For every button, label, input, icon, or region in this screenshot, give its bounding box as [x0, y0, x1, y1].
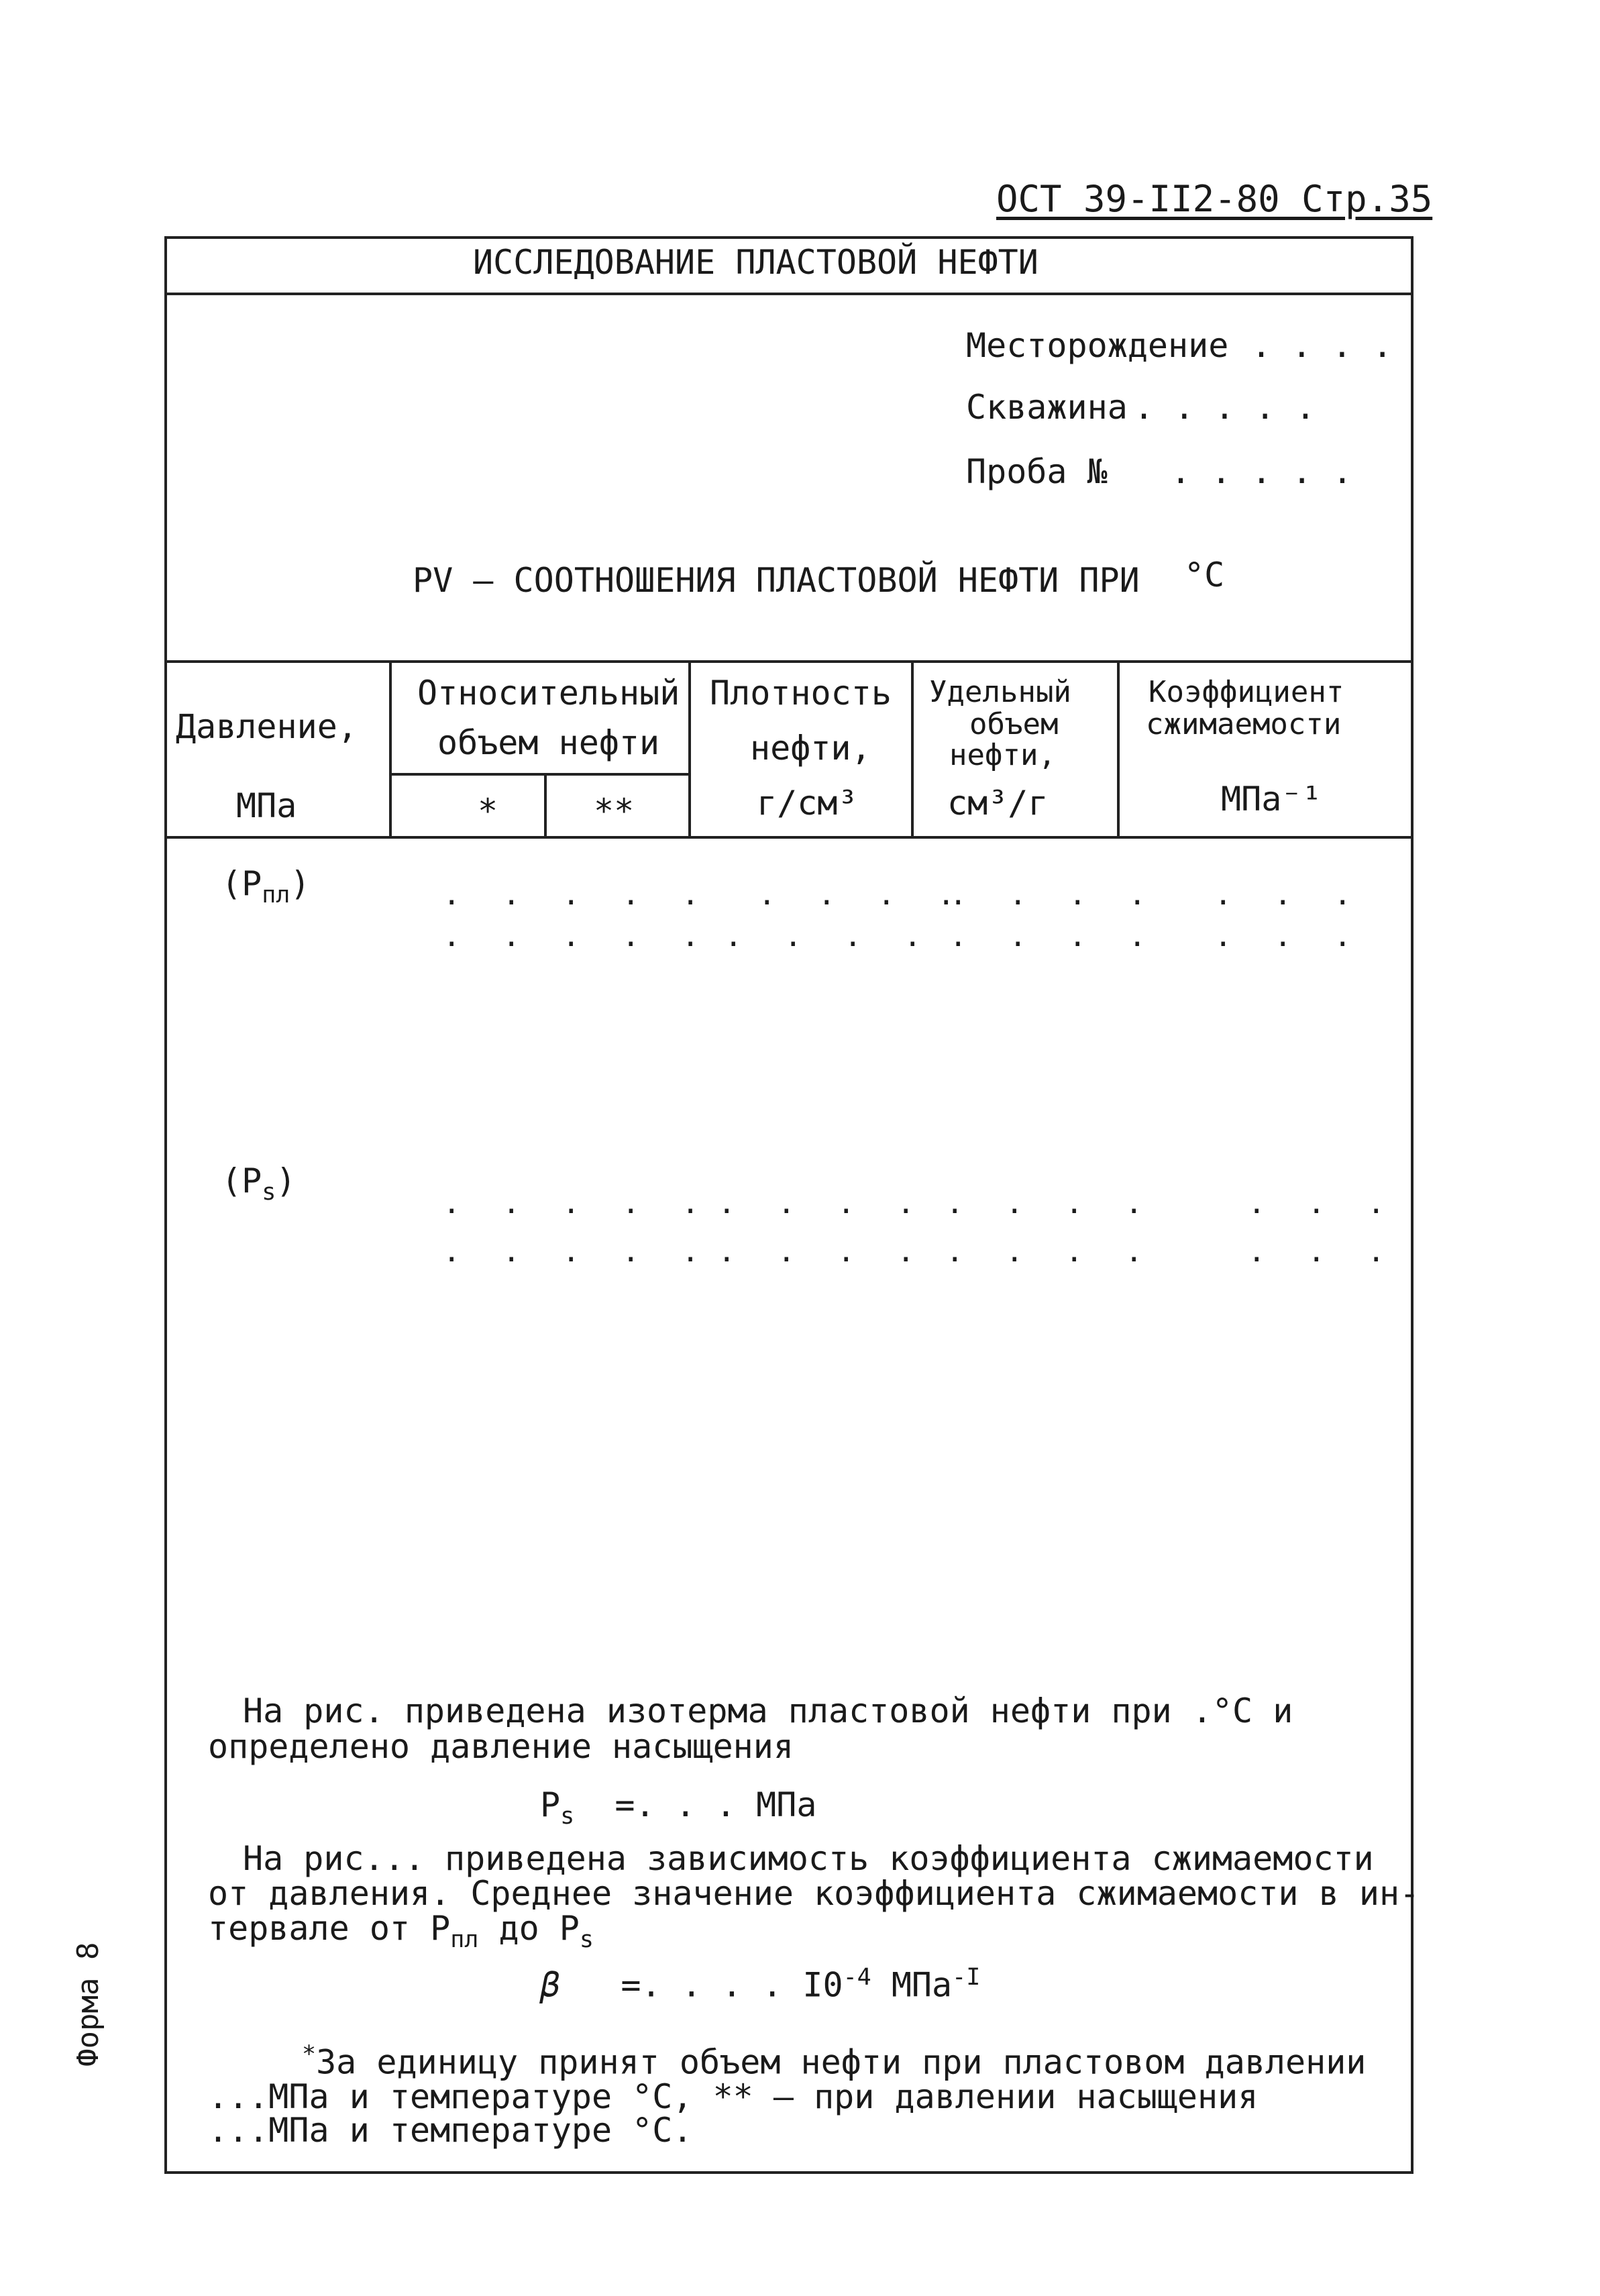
form-side-label: Форма 8	[71, 1942, 105, 2067]
row2-relvol-dots-b: . . . . .	[443, 1235, 712, 1269]
col-divider-relvol	[544, 773, 547, 839]
col-divider-3	[911, 660, 914, 839]
saturation-pressure-formula: $P_s$ =. . . МПа	[540, 1785, 817, 1830]
col-relvol-header-2: объем нефти	[437, 723, 660, 762]
isotherm-note-line2: определено давление насыщения	[208, 1727, 794, 1766]
field-dots: . . . .	[1251, 326, 1393, 365]
col-specvol-header-1: Удельный	[929, 675, 1071, 709]
col-specvol-header-3: нефти,	[949, 738, 1056, 772]
col-specvol-unit: см³/г	[947, 784, 1049, 823]
footnote-line1: *За единицу принят объем нефти при пластовом давлении	[302, 2041, 1367, 2082]
frame-top-border	[164, 236, 1414, 239]
frame-bottom-border	[164, 2171, 1414, 2174]
col-divider-4	[1117, 660, 1120, 839]
col-divider-2	[688, 660, 691, 839]
row-saturation-pressure-label: $(P_s)$	[221, 1161, 297, 1206]
sample-label: Проба №	[966, 452, 1108, 491]
frame-left-border	[164, 236, 167, 2174]
field-label: Месторождение	[966, 326, 1229, 365]
row1-density-dots-a: . . . .	[758, 878, 967, 912]
row1-compr-dots-b: . . .	[1214, 919, 1364, 953]
row1-relvol-dots-b: . . . . .	[443, 919, 712, 953]
col-divider-1	[389, 660, 392, 839]
beta-formula: β =. . . . $I0^{-4}$ МПа$^{-I}$	[540, 1964, 981, 2005]
pv-subtitle-unit: °C	[1184, 556, 1225, 594]
row2-relvol-dots-a: . . . . .	[443, 1186, 712, 1220]
col-pressure-unit: МПа	[236, 786, 297, 825]
col-relvol-star-2: **	[594, 792, 635, 831]
compressibility-note-line1: На рис... приведена зависимость коэффициента сжимаемости	[243, 1839, 1374, 1878]
title-separator	[164, 293, 1414, 295]
col-compr-header-1: Коэффициент	[1149, 675, 1344, 709]
col-density-unit: г/см³	[757, 784, 858, 823]
footnote-line3: ...МПа и температуре °C.	[208, 2111, 693, 2150]
row2-compr-dots-b: . . .	[1248, 1235, 1397, 1269]
row1-compr-dots-a: . . .	[1214, 878, 1364, 912]
table-header-bottom	[164, 836, 1414, 839]
col-pressure-header: Давление,	[176, 707, 358, 746]
relvol-subheader-line	[389, 773, 688, 776]
row2-specvol-dots-a: . . . .	[946, 1186, 1155, 1220]
well-dots: . . . . .	[1134, 388, 1316, 427]
col-compr-unit: МПа⁻¹	[1221, 780, 1322, 819]
row-reservoir-pressure-label: $(P_{пл})$	[221, 864, 311, 908]
footnote-line2: ...МПа и температуре °C, ** – при давлении насыщения	[208, 2077, 1259, 2116]
sample-dots: . . . . .	[1171, 452, 1352, 491]
pv-subtitle: PV – СООТНОШЕНИЯ ПЛАСТОВОЙ НЕФТИ ПРИ	[413, 561, 1140, 600]
row1-specvol-dots-a: . . . .	[949, 878, 1159, 912]
col-specvol-header-2: объем	[969, 707, 1059, 741]
table-top-border	[164, 660, 1414, 663]
row1-relvol-dots-a: . . . . .	[443, 878, 712, 912]
row1-specvol-dots-b: . . . .	[949, 919, 1159, 953]
col-relvol-star-1: *	[478, 792, 498, 831]
col-density-header-1: Плотность	[710, 674, 892, 713]
compressibility-note-line2: от давления. Среднее значение коэффициента сжимаемости в ин-	[208, 1874, 1420, 1913]
col-compr-header-2: сжимаемости	[1146, 707, 1342, 741]
row1-density-dots-b: . . . .	[725, 919, 934, 953]
well-label: Скважина	[966, 388, 1128, 427]
document-reference: ОСТ 39-II2-80 Стр.35	[996, 178, 1433, 220]
col-relvol-header-1: Относительный	[417, 674, 680, 713]
form-title: ИССЛЕДОВАНИЕ ПЛАСТОВОЙ НЕФТИ	[473, 243, 1038, 282]
col-density-header-2: нефти,	[750, 729, 871, 768]
compressibility-note-line3: тервале от $P_{пл}$ до $P_s$	[208, 1909, 594, 1953]
isotherm-note-line1: На рис. приведена изотерма пластовой нефти при .°C и	[243, 1691, 1293, 1730]
row2-density-dots-a: . . . .	[718, 1186, 927, 1220]
row2-density-dots-b: . . . .	[718, 1235, 927, 1269]
row2-compr-dots-a: . . .	[1248, 1186, 1397, 1220]
row2-specvol-dots-b: . . . .	[946, 1235, 1155, 1269]
